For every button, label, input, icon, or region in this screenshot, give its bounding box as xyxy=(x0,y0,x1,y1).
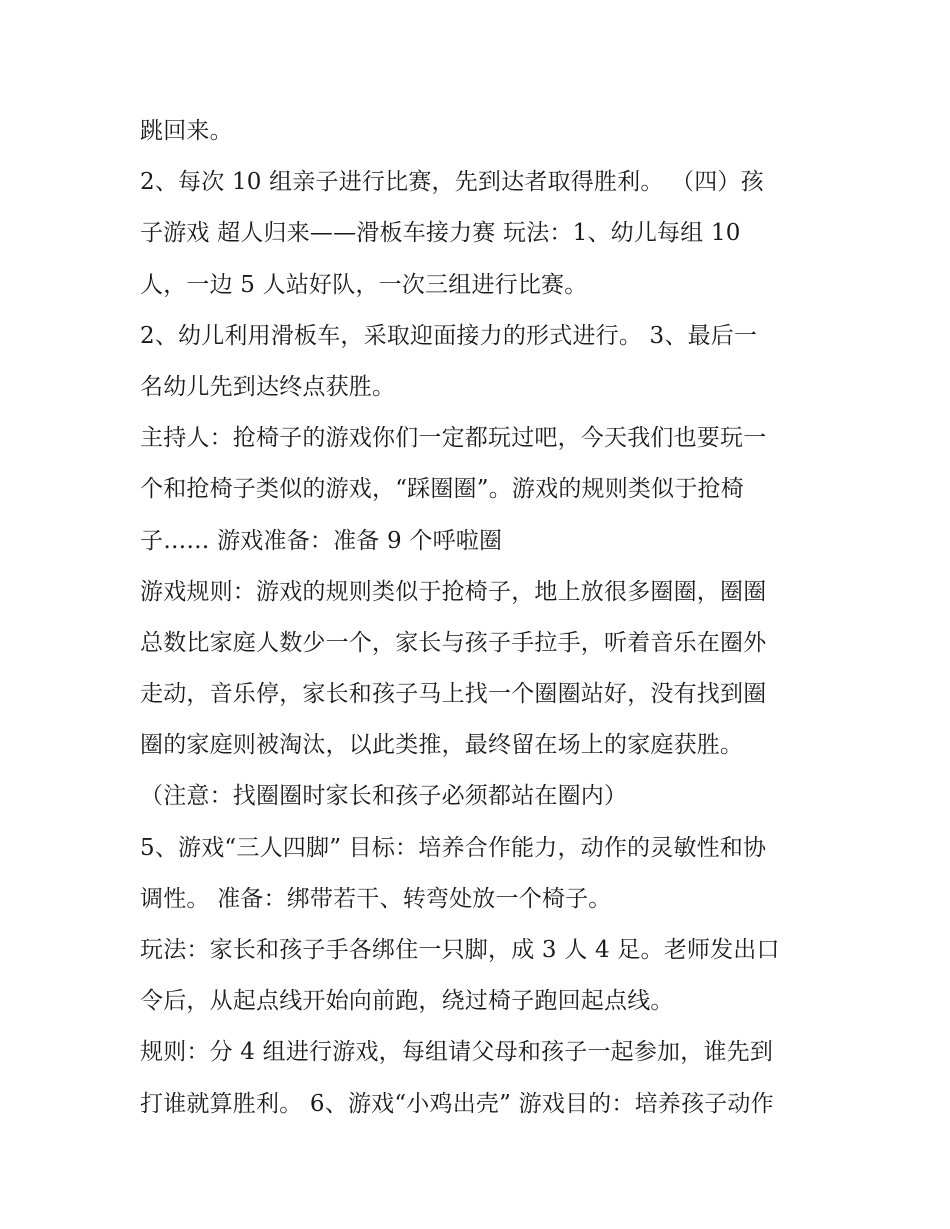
document-body xyxy=(140,106,820,1130)
text-line: 主持人：抢椅子的游戏你们一定都玩过吧，今天我们也要玩一 xyxy=(140,425,767,452)
text-line: 圈的家庭则被淘汰，以此类推，最终留在场上的家庭获胜。 xyxy=(140,732,744,759)
text-line: 个和抢椅子类似的游戏，“踩圈圈”。游戏的规则类似于抢椅 xyxy=(140,476,744,503)
text-line: 令后，从起点线开始向前跑，绕过椅子跑回起点线。 xyxy=(140,988,674,1015)
text-line: 名幼儿先到达终点获胜。 xyxy=(140,373,396,400)
text-line: 子…… 游戏准备：准备 9 个呼啦圈 xyxy=(140,527,503,554)
text-line: 总数比家庭人数少一个，家长与孩子手拉手，听着音乐在圈外 xyxy=(140,629,767,656)
text-line: 跳回来。 xyxy=(140,118,233,144)
text-line: 子游戏 超人归来——滑板车接力赛 玩法：1、幼儿每组 10 xyxy=(140,220,741,247)
text-line: 玩法：家长和孩子手各绑住一只脚，成 3 人 4 足。老师发出口 xyxy=(140,937,780,963)
text-line: （注意：找圈圈时家长和孩子必须都站在圈内） xyxy=(140,783,628,810)
text-line: 2、每次 10 组亲子进行比赛，先到达者取得胜利。 （四）孩 xyxy=(140,169,764,196)
text-line: 游戏规则：游戏的规则类似于抢椅子，地上放很多圈圈，圈圈 xyxy=(140,578,767,605)
text-line: 走动，音乐停，家长和孩子马上找一个圈圈站好，没有找到圈 xyxy=(140,681,767,708)
text-line: 打谁就算胜利。 6、游戏“小鸡出壳” 游戏目的：培养孩子动作 xyxy=(140,1090,774,1117)
text-line: 人，一边 5 人站好队，一次三组进行比赛。 xyxy=(140,271,588,298)
text-line: 2、幼儿利用滑板车，采取迎面接力的形式进行。 3、最后一 xyxy=(140,322,758,349)
text-line: 5、游戏“三人四脚” 目标：培养合作能力，动作的灵敏性和协 xyxy=(140,834,767,861)
text-line: 规则：分 4 组进行游戏，每组请父母和孩子一起参加，谁先到 xyxy=(140,1039,774,1066)
text-line: 调性。 准备：绑带若干、转弯处放一个椅子。 xyxy=(140,885,612,912)
